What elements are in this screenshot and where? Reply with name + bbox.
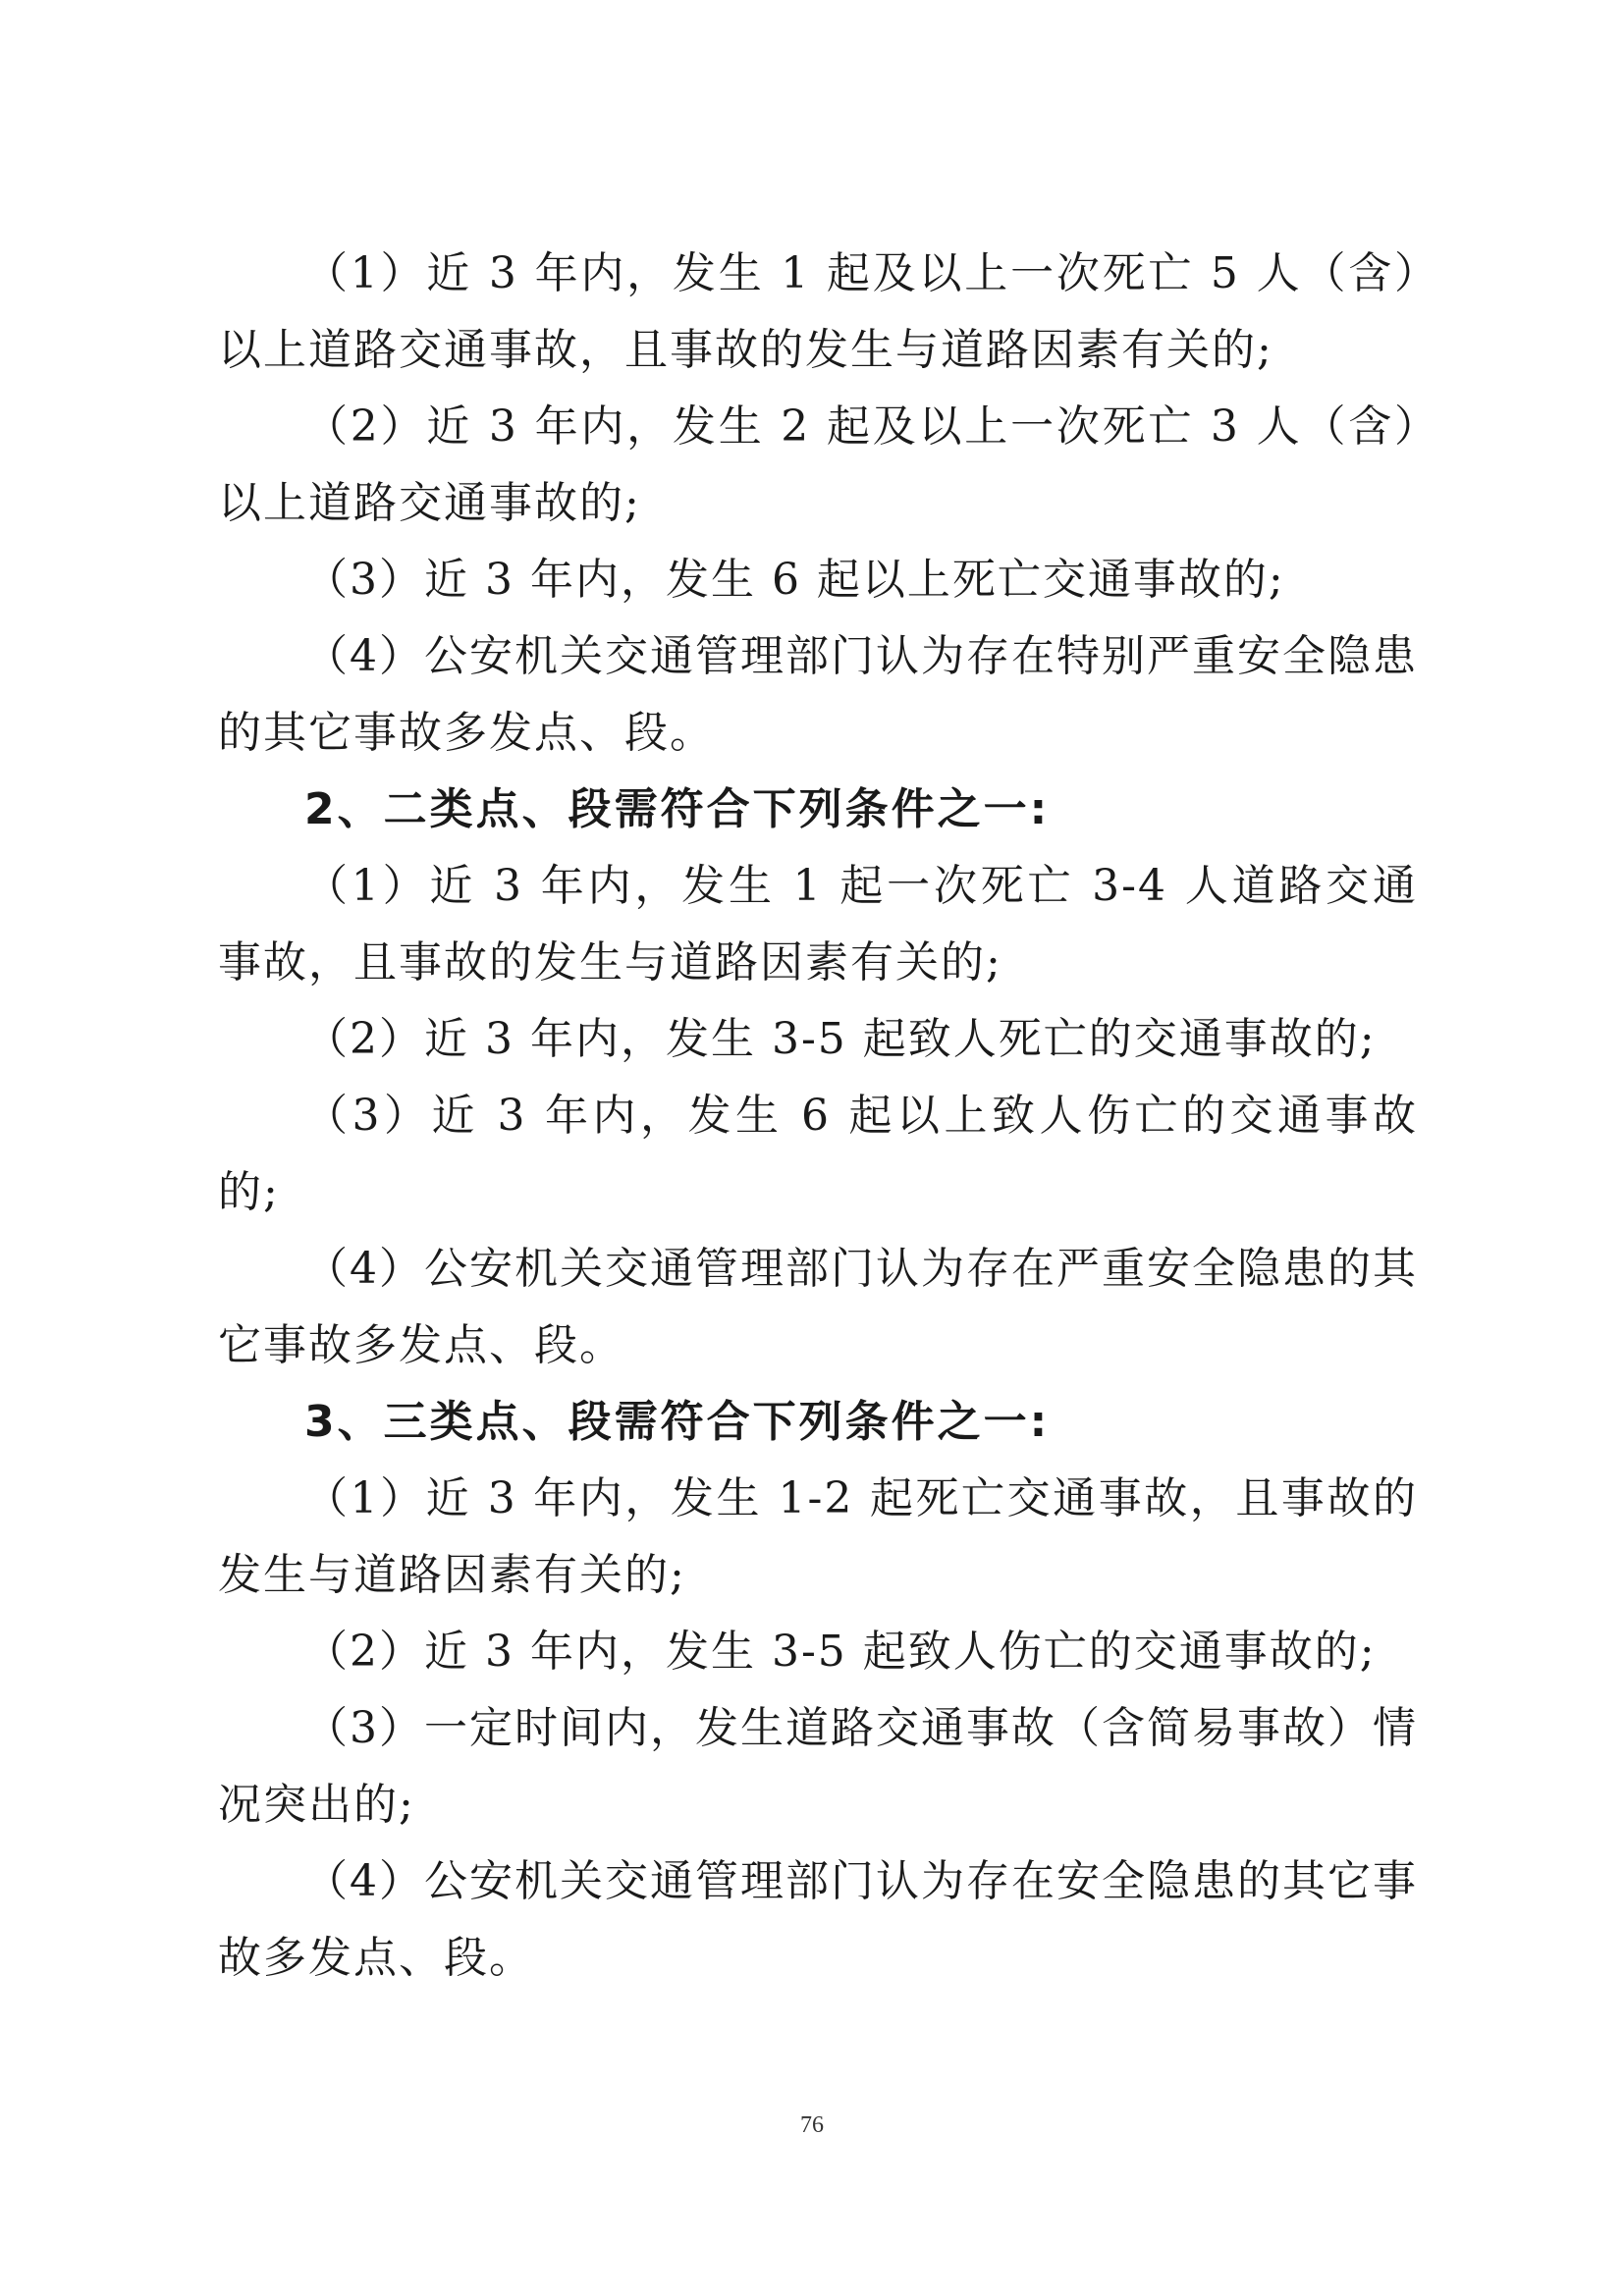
criterion-item: （4）公安机关交通管理部门认为存在特别严重安全隐患的其它事故多发点、段。 <box>218 631 1418 758</box>
criterion-item: （3）近 3 年内，发生 6 起以上死亡交通事故的; <box>304 555 1285 605</box>
section-heading: 3、三类点、段需符合下列条件之一: <box>304 1397 1051 1447</box>
criterion-item: （4）公安机关交通管理部门认为存在安全隐患的其它事故多发点、段。 <box>218 1856 1418 1983</box>
criterion-item: （1）近 3 年内，发生 1-2 起死亡交通事故，且事故的发生与道路因素有关的; <box>218 1473 1418 1600</box>
page-number: 76 <box>800 2112 824 2138</box>
section-heading: 2、二类点、段需符合下列条件之一: <box>304 784 1051 834</box>
criterion-item: （1）近 3 年内，发生 1 起及以上一次死亡 5 人（含）以上道路交通事故，且事故的发生与道路因素有关的; <box>218 248 1418 375</box>
criterion-item: （2）近 3 年内，发生 2 起及以上一次死亡 3 人（含）以上道路交通事故的; <box>218 401 1418 528</box>
criterion-item: （2）近 3 年内，发生 3-5 起致人死亡的交通事故的; <box>304 1014 1377 1064</box>
criterion-item: （3）一定时间内，发生道路交通事故（含简易事故）情况突出的; <box>218 1703 1418 1830</box>
document-body <box>218 236 1418 1997</box>
criterion-item: （3）近 3 年内，发生 6 起以上致人伤亡的交通事故的; <box>218 1091 1418 1217</box>
criterion-item: （4）公安机关交通管理部门认为存在严重安全隐患的其它事故多发点、段。 <box>218 1244 1418 1370</box>
criterion-item: （1）近 3 年内，发生 1 起一次死亡 3-4 人道路交通事故，且事故的发生与道路因素有关的; <box>218 861 1418 988</box>
criterion-item: （2）近 3 年内，发生 3-5 起致人伤亡的交通事故的; <box>304 1627 1377 1677</box>
